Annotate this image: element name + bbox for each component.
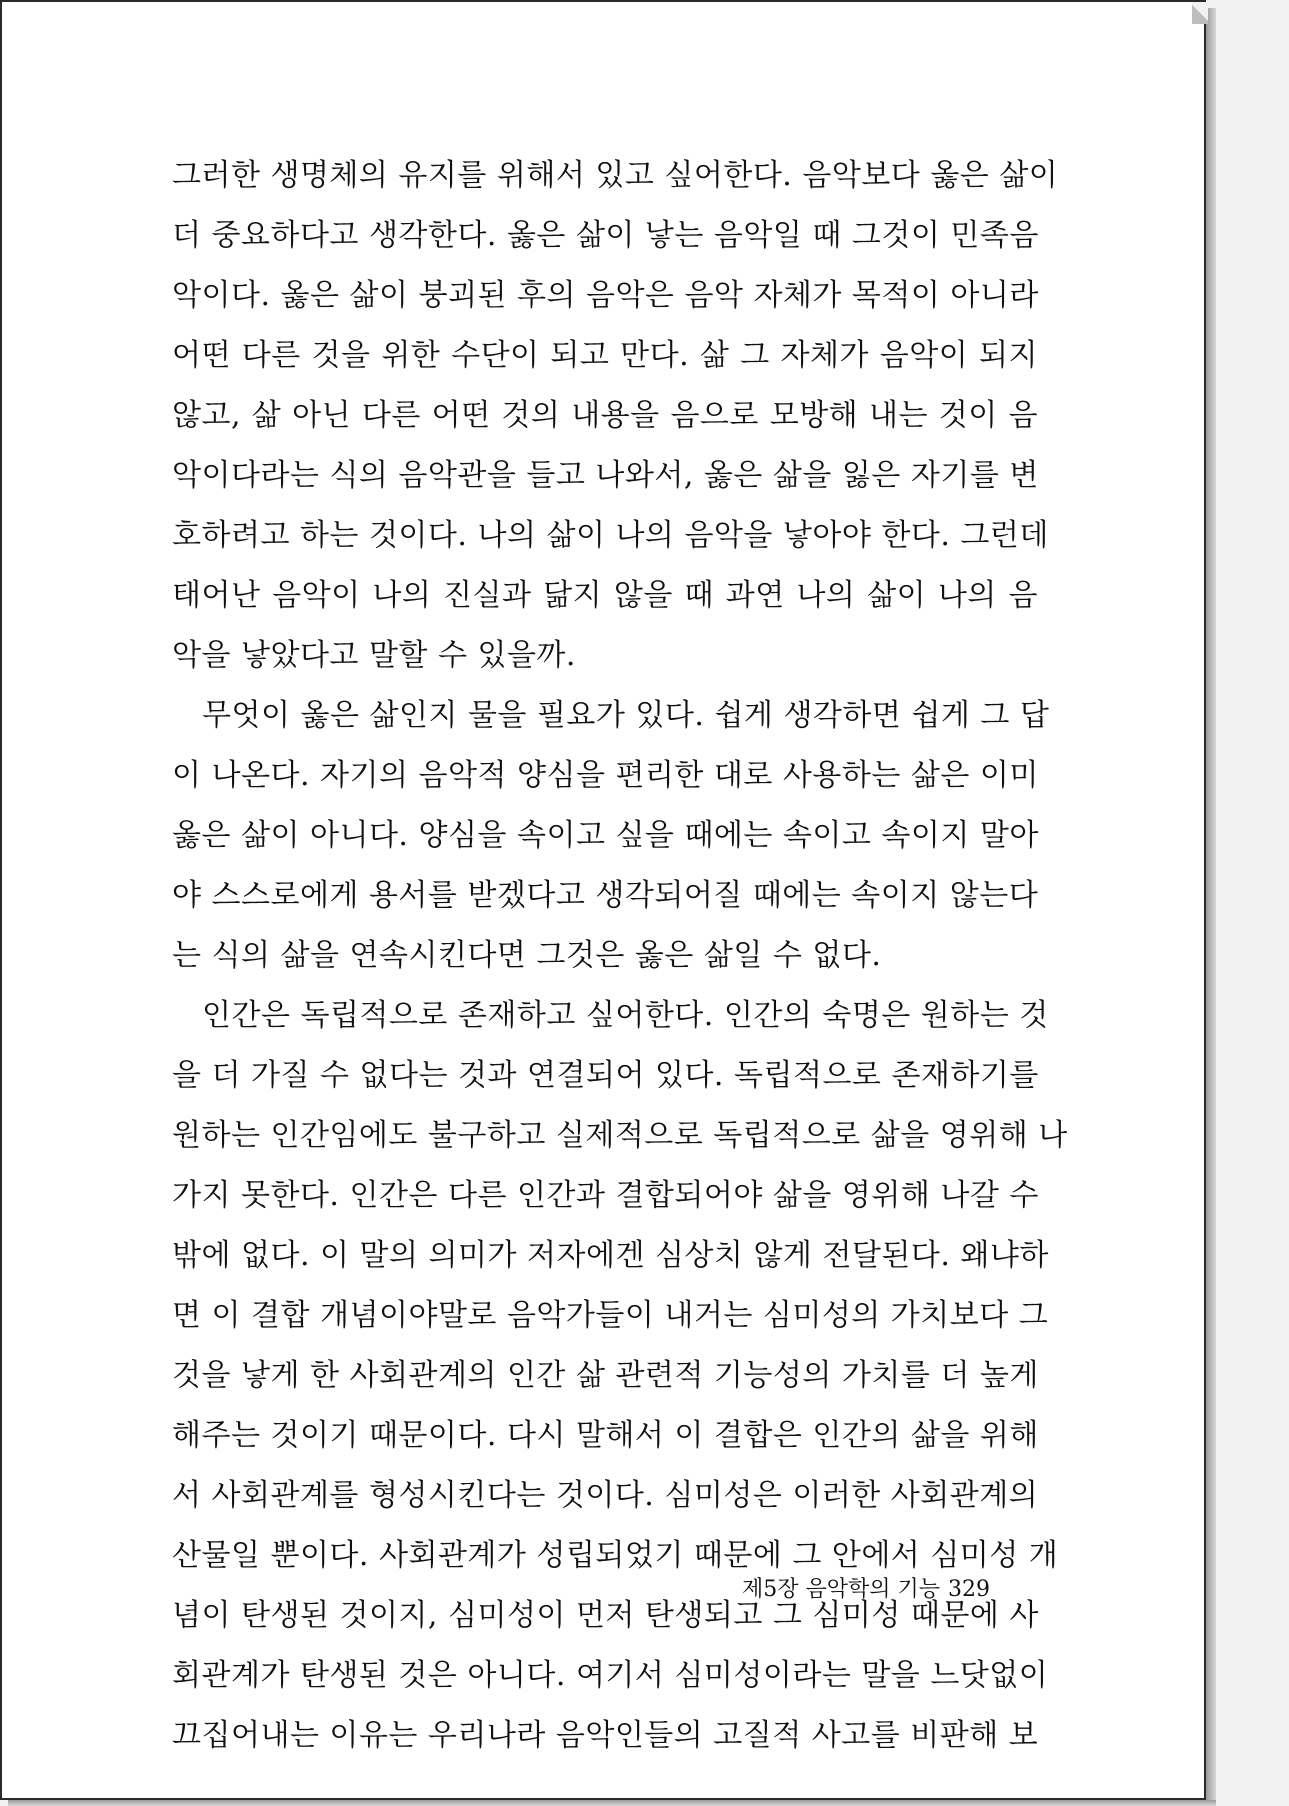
text-line: 회관계가 탄생된 것은 아니다. 여기서 심미성이라는 말을 느닷없이 (172, 1658, 1049, 1693)
chapter-title: 제5장 음악학의 기능 (742, 1577, 940, 1602)
paragraph-first-line: 인간은 독립적으로 존재하고 싶어한다. 인간의 숙명은 원하는 것 (202, 998, 1049, 1033)
text-line: 악이다라는 식의 음악관을 들고 나와서, 옳은 삶을 잃은 자기를 변 (172, 458, 1039, 493)
text-line: 어떤 다른 것을 위한 수단이 되고 만다. 삶 그 자체가 음악이 되지 (172, 338, 1038, 373)
text-line: 태어난 음악이 나의 진실과 닮지 않을 때 과연 나의 삶이 나의 음 (172, 578, 1038, 613)
page-shadow-bottom (8, 1800, 1216, 1806)
text-line: 해주는 것이기 때문이다. 다시 말해서 이 결합은 인간의 삶을 위해 (172, 1418, 1039, 1453)
text-line: 옳은 삶이 아니다. 양심을 속이고 싶을 때에는 속이고 속이지 말아 (172, 818, 1039, 853)
body-text (172, 146, 1068, 1766)
page-curl-corner (1192, 2, 1208, 24)
text-line: 더 중요하다고 생각한다. 옳은 삶이 낳는 음악일 때 그것이 민족음 (172, 218, 1039, 253)
text-line: 산물일 뿐이다. 사회관계가 성립되었기 때문에 그 안에서 심미성 개 (172, 1538, 1059, 1573)
page-number: 329 (948, 1577, 990, 1602)
text-line: 악이다. 옳은 삶이 붕괴된 후의 음악은 음악 자체가 목적이 아니라 (172, 278, 1039, 313)
text-line: 호하려고 하는 것이다. 나의 삶이 나의 음악을 낳아야 한다. 그런데 (172, 518, 1049, 553)
paragraph-first-line: 무엇이 옳은 삶인지 물을 필요가 있다. 쉽게 생각하면 쉽게 그 답 (202, 698, 1050, 733)
running-footer (742, 1570, 1012, 1610)
text-line: 끄집어내는 이유는 우리나라 음악인들의 고질적 사고를 비판해 보 (172, 1718, 1039, 1753)
page-shadow-right (1206, 8, 1216, 1804)
text-line: 면 이 결합 개념이야말로 음악가들이 내거는 심미성의 가치보다 그 (172, 1298, 1049, 1333)
text-line: 원하는 인간임에도 불구하고 실제적으로 독립적으로 삶을 영위해 나 (172, 1118, 1068, 1153)
text-line: 것을 낳게 한 사회관계의 인간 삶 관련적 기능성의 가치를 더 높게 (172, 1358, 1039, 1393)
text-line: 이 나온다. 자기의 음악적 양심을 편리한 대로 사용하는 삶은 이미 (172, 758, 1039, 793)
text-line: 악을 낳았다고 말할 수 있을까. (172, 638, 576, 673)
text-line: 념이 탄생된 것이지, 심미성이 먼저 탄생되고 그 심미성 때문에 사 (172, 1598, 1039, 1633)
text-line: 그러한 생명체의 유지를 위해서 있고 싶어한다. 음악보다 옳은 삶이 (172, 158, 1059, 193)
text-line: 않고, 삶 아닌 다른 어떤 것의 내용을 음으로 모방해 내는 것이 음 (172, 398, 1038, 433)
text-line: 는 식의 삶을 연속시킨다면 그것은 옳은 삶일 수 없다. (172, 938, 882, 973)
text-line: 밖에 없다. 이 말의 의미가 저자에겐 심상치 않게 전달된다. 왜냐하 (172, 1238, 1049, 1273)
text-line: 야 스스로에게 용서를 받겠다고 생각되어질 때에는 속이지 않는다 (172, 878, 1039, 913)
text-line: 서 사회관계를 형성시킨다는 것이다. 심미성은 이러한 사회관계의 (172, 1478, 1039, 1513)
text-line: 가지 못한다. 인간은 다른 인간과 결합되어야 삶을 영위해 나갈 수 (172, 1178, 1039, 1213)
text-line: 을 더 가질 수 없다는 것과 연결되어 있다. 독립적으로 존재하기를 (172, 1058, 1039, 1093)
